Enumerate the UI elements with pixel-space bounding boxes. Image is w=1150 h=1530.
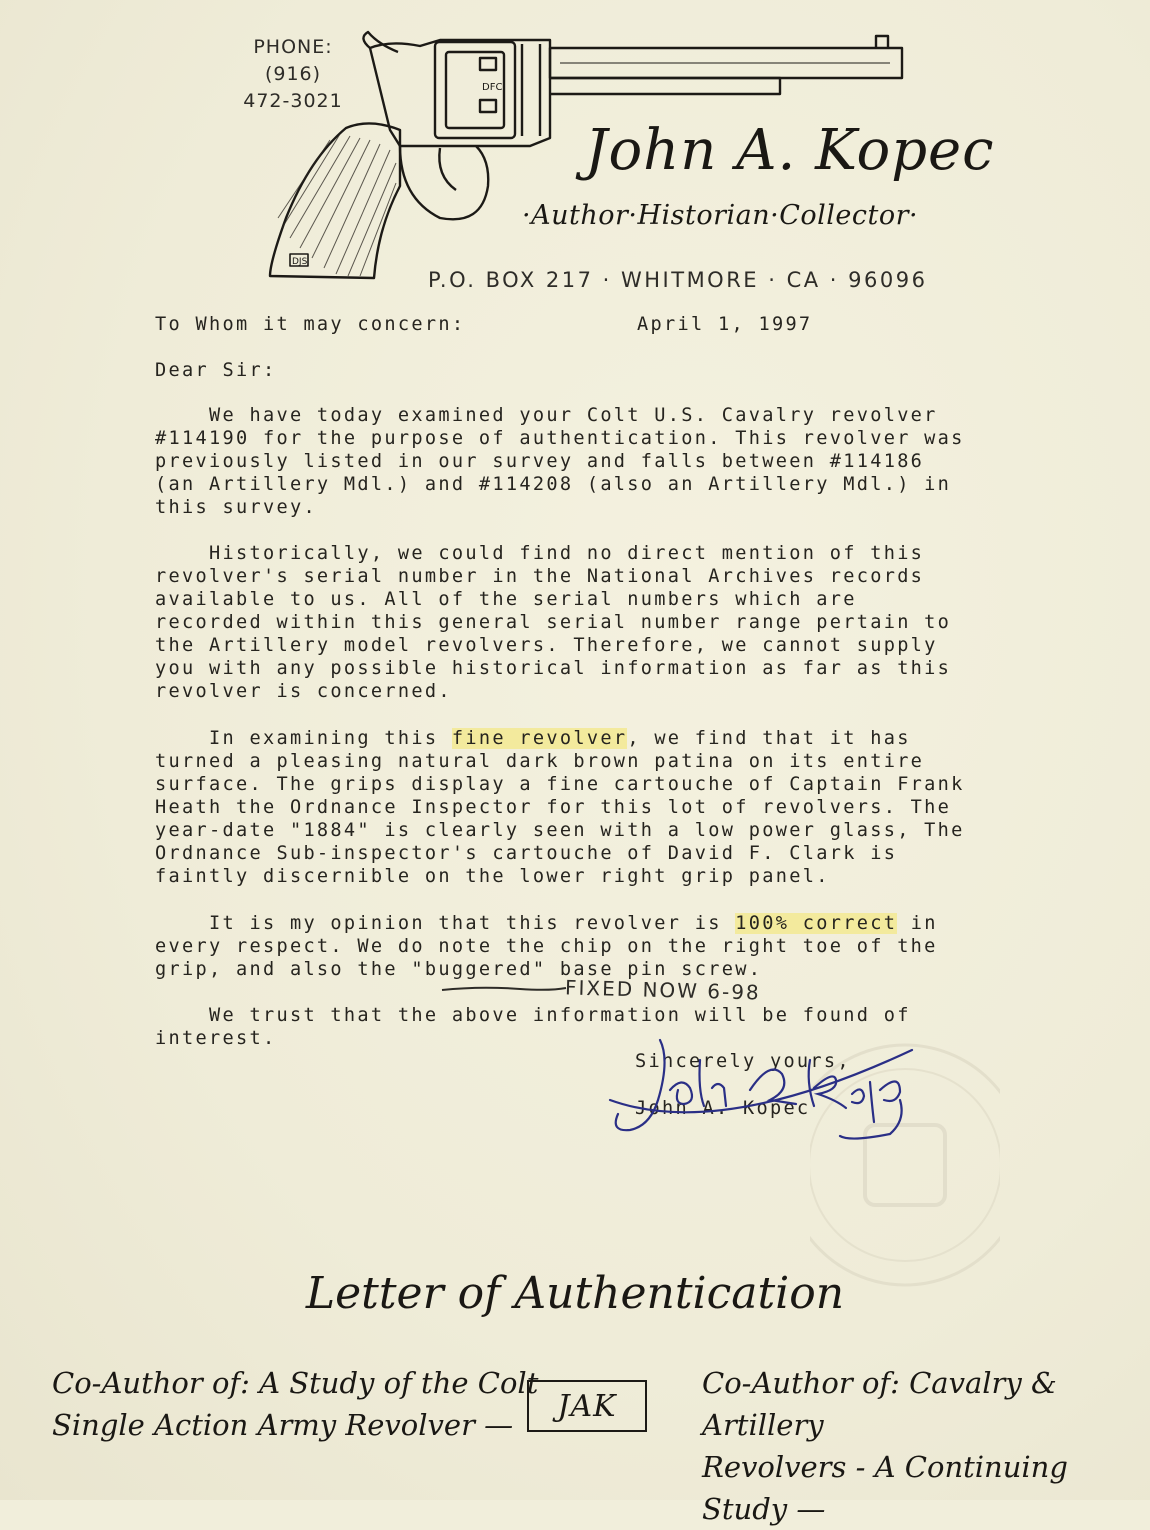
phone-area-code: (916) — [264, 63, 322, 85]
letterhead-name: John A. Kopec — [585, 118, 995, 183]
paragraph-text: in every respect. We do note the chip on the right toe of the grip, and also the "buggered" base pin screw. — [155, 913, 938, 980]
highlighted-text: fine revolver — [451, 728, 628, 749]
letterhead-titles: ·Author·Historian·Collector· — [522, 200, 919, 231]
letter-date: April 1, 1997 — [637, 314, 813, 335]
credit-line: Co-Author of: A Study of the Colt — [52, 1366, 539, 1400]
credit-line: Co-Author of: Cavalry & Artillery — [702, 1366, 1057, 1442]
paragraph-opinion — [155, 912, 1015, 981]
highlighted-text: 100% correct — [735, 913, 898, 934]
handwritten-underline — [440, 984, 570, 996]
closing-line: Sincerely yours, — [635, 1051, 851, 1072]
handwritten-annotation: FIXED NOW 6-98 — [564, 975, 762, 1005]
paragraph-text: It is my opinion that this revolver is — [155, 913, 736, 934]
grip-mark: DJS — [292, 257, 308, 267]
paragraph-examination: We have today examined your Colt U.S. Cavalry revolver #114190 for the purpose of authentication. This revolver was previously listed in our survey and falls between #114186 (an Artillery Mdl.) and #114208 (also an Artillery Mdl.) in this survey. — [155, 405, 965, 518]
right-credit — [702, 1362, 1150, 1530]
phone-number: 472-3021 — [243, 90, 343, 112]
paragraph-history: Historically, we could find no direct mention of this revolver's serial number in the National Archives records available to us. All of the serial numbers which are recorded within this general serial number range pertain to the Artillery model revolvers. Therefore, we cannot supply you with any possible historical information as far as this revolver is concerned. — [155, 543, 952, 702]
paragraph-closing: We trust that the above information will be found of interest. — [155, 1005, 911, 1049]
footer-title: Letter of Authentication — [305, 1268, 845, 1319]
signer-name: John A. Kopec — [635, 1098, 811, 1119]
recipient-line: To Whom it may concern: — [155, 314, 466, 335]
monogram: JAK — [557, 1388, 617, 1424]
salutation: Dear Sir: — [155, 360, 277, 381]
paragraph-text: In examining this — [155, 728, 452, 749]
signature-icon — [600, 1030, 920, 1140]
credit-line: Single Action Army Revolver — — [52, 1408, 514, 1442]
credit-line: Revolvers - A Continuing Study — — [702, 1450, 1068, 1526]
paragraph-condition — [155, 727, 1015, 888]
paragraph-text: , we find that it has turned a pleasing natural dark brown patina on its entire surface. The grips display a fine cartouche of Captain Frank Heath the Ordnance Inspector for this lot of revolvers. The year-date "1884" is clearly seen with a low power glass, The Ordnance Sub-inspector's cartouche of David F. Clark is faintly discernible on the lower right grip panel. — [155, 728, 965, 887]
frame-mark: DFC — [482, 82, 503, 93]
monogram-box — [527, 1380, 647, 1432]
letterhead-address: P.O. BOX 217 · WHITMORE · CA · 96096 — [428, 268, 928, 292]
left-credit — [52, 1362, 538, 1446]
phone-label: PHONE: — [253, 36, 333, 58]
